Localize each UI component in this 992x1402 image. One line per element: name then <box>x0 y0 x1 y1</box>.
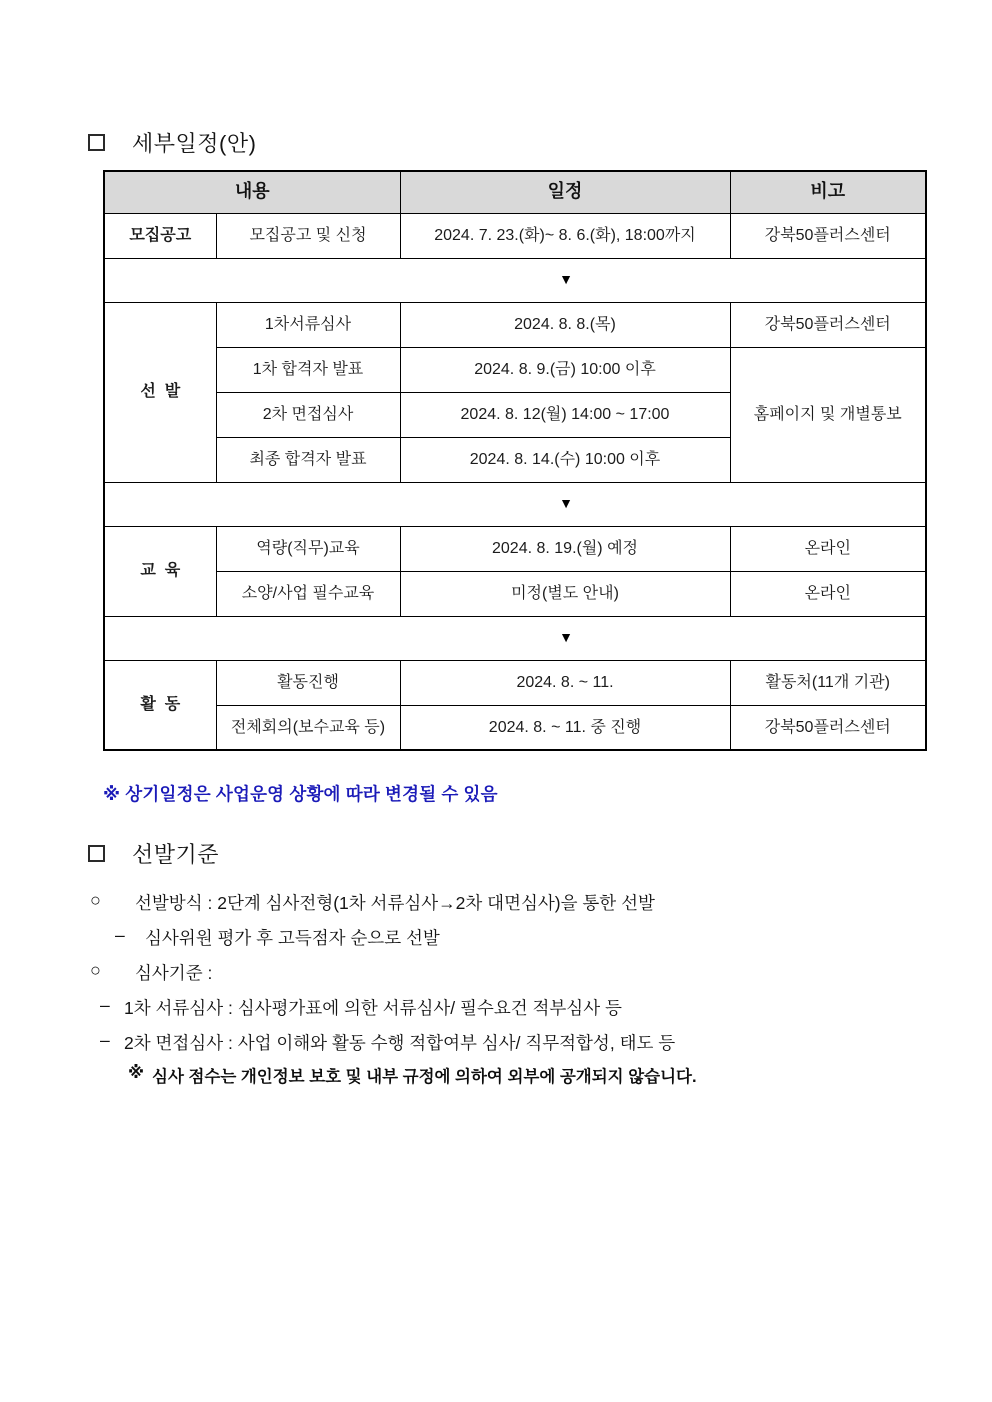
cell-schedule: 2024. 8. 8.(목) <box>400 302 730 347</box>
cell-group-activity: 활 동 <box>104 660 216 750</box>
cell-item: 모집공고 및 신청 <box>216 213 400 258</box>
arrow-separator-row <box>104 482 926 526</box>
cell-item: 전체회의(보수교육 등) <box>216 705 400 750</box>
arrow-separator-cell <box>104 616 926 660</box>
cell-item: 소양/사업 필수교육 <box>216 571 400 616</box>
cell-item: 활동진행 <box>216 660 400 705</box>
down-arrow-icon: ▼ <box>559 271 573 288</box>
reference-mark-icon: ※ <box>128 1064 145 1082</box>
criteria-text: 선발방식 : 2단계 심사전형(1차 서류심사→2차 대면심사)을 통한 선발 <box>135 893 655 913</box>
cell-item: 1차 합격자 발표 <box>216 347 400 392</box>
schedule-change-note: ※ 상기일정은 사업운영 상황에 따라 변경될 수 있음 <box>103 784 498 804</box>
circle-bullet-icon: ○ <box>90 960 101 980</box>
section-title-label: 세부일정(안) <box>132 131 257 156</box>
cell-note: 강북50플러스센터 <box>730 213 926 258</box>
criteria-text: 2차 면접심사 : 사업 이해와 활동 수행 적합여부 심사/ 직무적합성, 태도 등 <box>124 1033 676 1053</box>
cell-schedule: 2024. 8. 12(월) 14:00 ~ 17:00 <box>400 392 730 437</box>
section-title-criteria <box>88 838 219 869</box>
down-arrow-icon: ▼ <box>559 495 573 512</box>
cell-schedule: 2024. 8. 14.(수) 10:00 이후 <box>400 437 730 482</box>
table-row-recruit <box>104 213 926 258</box>
table-header-row <box>104 171 926 213</box>
arrow-separator-row <box>104 258 926 302</box>
criteria-text: 심사기준 : <box>135 963 213 983</box>
down-arrow-icon: ▼ <box>559 629 573 646</box>
cell-note: 강북50플러스센터 <box>730 705 926 750</box>
table-row-selection-1 <box>104 302 926 347</box>
table-row-education-2 <box>104 571 926 616</box>
dash-bullet-icon: – <box>100 995 110 1015</box>
header-cell-note: 비고 <box>730 171 926 213</box>
cell-note: 온라인 <box>730 571 926 616</box>
cell-item: 1차서류심사 <box>216 302 400 347</box>
section-title-label: 선발기준 <box>132 842 220 867</box>
criteria-text: 1차 서류심사 : 심사평가표에 의한 서류심사/ 필수요건 적부심사 등 <box>124 998 622 1018</box>
cell-schedule: 2024. 8. 9.(금) 10:00 이후 <box>400 347 730 392</box>
square-bullet-icon <box>88 134 105 151</box>
cell-note: 온라인 <box>730 526 926 571</box>
cell-item: 최종 합격자 발표 <box>216 437 400 482</box>
cell-schedule: 2024. 8. ~ 11. <box>400 660 730 705</box>
header-cell-schedule: 일정 <box>400 171 730 213</box>
dash-bullet-icon: – <box>100 1030 110 1050</box>
square-bullet-icon <box>88 845 105 862</box>
arrow-separator-cell <box>104 258 926 302</box>
table-row-education-1 <box>104 526 926 571</box>
section-title-schedule <box>88 127 256 158</box>
table-row-activity-1 <box>104 660 926 705</box>
circle-bullet-icon: ○ <box>90 890 101 910</box>
dash-bullet-icon: – <box>115 925 125 945</box>
table-row-selection-2 <box>104 347 926 392</box>
cell-item: 2차 면접심사 <box>216 392 400 437</box>
criteria-text: 심사위원 평가 후 고득점자 순으로 선발 <box>145 928 440 948</box>
criteria-text: 심사 점수는 개인정보 보호 및 내부 규정에 의하여 외부에 공개되지 않습니다. <box>152 1068 697 1086</box>
cell-schedule: 2024. 8. ~ 11. 중 진행 <box>400 705 730 750</box>
cell-schedule: 2024. 8. 19.(월) 예정 <box>400 526 730 571</box>
table-row-activity-2 <box>104 705 926 750</box>
cell-group-selection: 선 발 <box>104 302 216 482</box>
cell-group-education: 교 육 <box>104 526 216 616</box>
schedule-table <box>103 170 927 751</box>
cell-group-recruit: 모집공고 <box>104 213 216 258</box>
cell-item: 역량(직무)교육 <box>216 526 400 571</box>
cell-schedule: 미정(별도 안내) <box>400 571 730 616</box>
arrow-separator-cell <box>104 482 926 526</box>
arrow-separator-row <box>104 616 926 660</box>
header-cell-content: 내용 <box>104 171 400 213</box>
cell-schedule: 2024. 7. 23.(화)~ 8. 6.(화), 18:00까지 <box>400 213 730 258</box>
cell-note-merged: 홈페이지 및 개별통보 <box>730 347 926 482</box>
cell-note: 활동처(11개 기관) <box>730 660 926 705</box>
cell-note: 강북50플러스센터 <box>730 302 926 347</box>
